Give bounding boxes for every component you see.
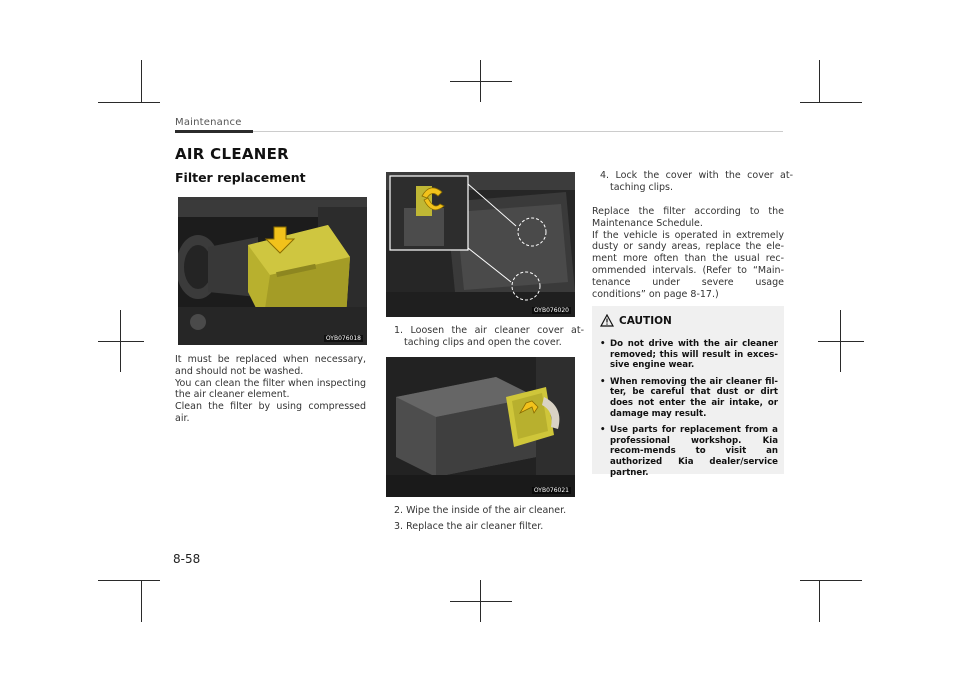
step-1: 1. Loosen the air cleaner cover at-taching clips and open the cover.: [394, 325, 584, 348]
step-4: 4. Lock the cover with the cover at-taching clips.: [600, 170, 793, 193]
intro-text: [175, 354, 366, 425]
intro-paragraph: Clean the filter by using compressed air.: [175, 401, 366, 424]
caution-item-text: Use parts for replacement from a professional workshop. Kia recom-mends to visit an authorized Kia dealer/service partner.: [610, 425, 778, 478]
air-cleaner-location-photo: [178, 197, 367, 345]
step-3: 3. Replace the air cleaner filter.: [394, 521, 544, 532]
image-code: OYB076021: [533, 487, 569, 494]
crop-mark: [800, 102, 862, 103]
image-code: OYB076018: [325, 335, 361, 342]
caution-item-text: When removing the air cleaner fil-ter, be careful that dust or dirt does not enter the air intake, or damage may result.: [610, 376, 778, 419]
replace-paragraph: Replace the filter according to the Maintenance Schedule.: [592, 206, 784, 229]
crop-mark: [141, 60, 142, 102]
crop-mark: [450, 81, 512, 82]
image-code: OYB076020: [533, 307, 569, 314]
crop-mark: [141, 580, 142, 622]
page-number: 8-58: [173, 552, 201, 566]
caution-item: [600, 425, 778, 478]
page-title: AIR CLEANER: [175, 145, 290, 163]
caution-list: [600, 339, 778, 484]
crop-mark: [98, 102, 160, 103]
section-subtitle: Filter replacement: [175, 170, 306, 185]
bullet-icon: •: [600, 376, 606, 387]
caution-item: [600, 339, 778, 371]
replace-text: [592, 206, 784, 300]
crop-mark: [819, 60, 820, 102]
bullet-icon: •: [600, 339, 606, 349]
filter-replacement-photo: [386, 357, 575, 497]
cover-clips-photo: [386, 172, 575, 317]
caution-title: CAUTION: [619, 314, 672, 327]
crop-mark: [98, 341, 144, 342]
header-rule-light: [253, 131, 783, 132]
step-2: 2. Wipe the inside of the air cleaner.: [394, 505, 567, 516]
intro-paragraph: You can clean the filter when inspecting the air cleaner element.: [175, 377, 366, 401]
bullet-icon: •: [600, 425, 606, 436]
intro-paragraph: It must be replaced when necessary, and should not be washed.: [175, 354, 366, 377]
crop-mark: [450, 601, 512, 602]
warning-triangle-icon: [600, 314, 614, 327]
caution-item: [600, 377, 778, 419]
caution-box: [592, 306, 784, 478]
caution-item-text: Do not drive with the air cleaner removed; this will result in exces-sive engine wear.: [610, 339, 778, 371]
header-rule-dark: [175, 130, 253, 133]
replace-paragraph: If the vehicle is operated in extremely dusty or sandy areas, replace the ele-ment more often than the usual rec-ommended intervals. (Refer to “Main-tenance under severe usage conditions” on page 8-17.): [592, 229, 784, 300]
crop-mark: [819, 580, 820, 622]
caution-header: [600, 314, 672, 327]
crop-mark: [98, 580, 160, 581]
crop-mark: [800, 580, 862, 581]
section-label: Maintenance: [175, 117, 242, 128]
crop-mark: [818, 341, 864, 342]
